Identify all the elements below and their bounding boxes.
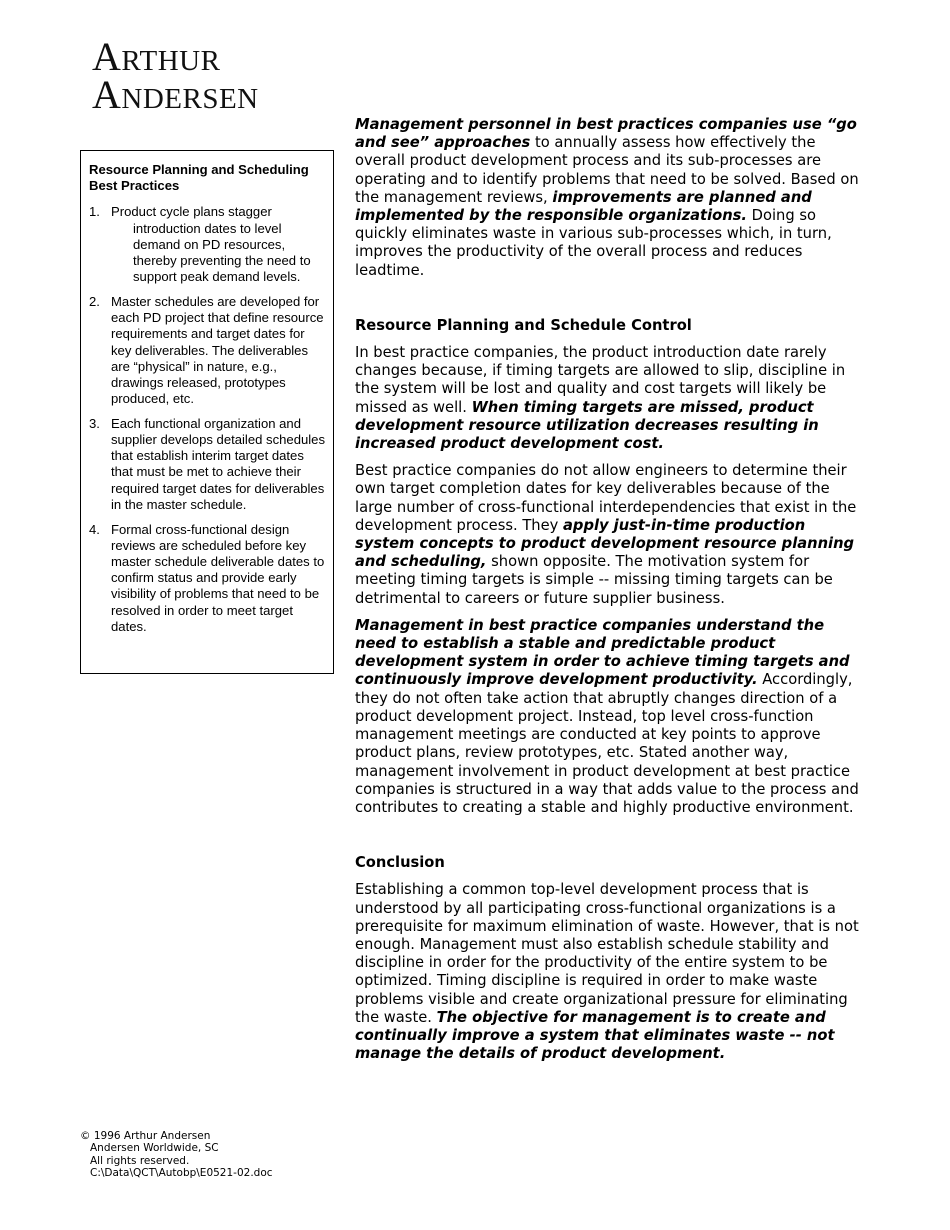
intro-emphasis-2: improvements are planned and implemented by the responsible organizations. [355,188,812,225]
main-column [355,116,865,1063]
list-item-number: 2. [89,293,100,309]
section1-paragraph-2 [355,462,865,608]
list-item [89,294,325,407]
best-practices-sidebox [80,150,334,674]
list-item-text: Each functional organization and supplier develops detailed schedules that establish interim target dates that must be met to achieve their required target dates for deliverables in the master schedule. [111,415,326,512]
list-item [89,522,325,635]
list-item [89,204,325,285]
footer-line-copyright: © 1996 Arthur Andersen [80,1130,211,1142]
arthur-andersen-logo [92,34,302,117]
section1-p2-text-1: Best practice companies do not allow engineers to determine their own target completion dates for key deliverables because of the large number of cross-functional interdependencies that exist in the development process. They [355,462,857,534]
list-item-text: Master schedules are developed for each PD project that define resource requirements and target dates for key deliverables. The deliverables are “physical” in nature, e.g., drawings released, prototypes produced, etc. [111,293,324,407]
conclusion-emphasis: The objective for management is to create and continually improve a system that eliminates waste -- not manage the details of product development. [355,1008,835,1063]
list-item-number: 3. [89,415,100,431]
list-item-text: Formal cross-functional design reviews are scheduled before key master schedule deliverable dates to confirm status and provide early visibility of problems that need to be resolved in order to meet target dates. [111,521,325,634]
conclusion-section [355,854,865,1063]
intro-text-1: to annually assess how effectively the overall product development process and its sub-processes are operating and to identify problems that need to be solved. Based on the management reviews, [355,134,859,206]
section1-paragraph-1 [355,344,865,453]
section1-p1-text: In best practice companies, the product introduction date rarely changes because, if timing targets are allowed to slip, discipline in the system will be lost and quality and cost targets will likely be missed as well. [355,344,846,416]
list-item-number: 4. [89,521,100,537]
footer-line-file-path: C:\Data\QCT\Autobp\E0521-02.doc [90,1166,273,1179]
section1-p3-emphasis: Management in best practice companies understand the need to establish a stable and predictable product development system in order to achieve timing targets and continuously improve development productivity. [355,616,850,689]
logo-line-2: ANDERSEN [92,72,259,117]
section1-paragraph-3 [355,617,865,817]
section1-p2-emphasis: apply just-in-time production system concepts to product development resource planning and scheduling, [355,516,855,571]
footer-line-company: Andersen Worldwide, SC [90,1142,219,1155]
logo-line-1-rest: RTHUR [121,45,221,77]
intro-text-2: Doing so quickly eliminates waste in various sub-processes which, in turn, improves the productivity of the overall process and reduces leadtime. [355,207,832,279]
list-item-text-first: Product cycle plans stagger [111,204,272,220]
list-item-number: 1. [89,204,100,220]
sidebox-title: Resource Planning and Scheduling Best Practices [89,162,309,194]
logo-line-2-rest: NDERSEN [121,83,259,115]
footer-line-rights: All rights reserved. [90,1154,190,1167]
logo-line-1: ARTHUR [92,34,221,79]
section-heading-conclusion: Conclusion [355,854,445,872]
intro-paragraph [355,116,865,280]
section1-p2-text-2: shown opposite. The motivation system for meeting timing targets is simple -- missing timing targets can be detrimental to careers or future supplier business. [355,553,833,607]
section1-p3-text: Accordingly, they do not often take action that abruptly changes direction of a product development project. Instead, top level cross-function management meetings are conducted at key points to approve product plans, review prototypes, etc. Stated another way, management involvement in product development at best practice companies is structured in a way that adds value to the process and contributes to creating a stable and highly productive environment. [355,671,859,816]
list-item-text-rest: introduction dates to level demand on PD resources, thereby preventing the need to support peak demand levels. [133,220,311,285]
section-heading-resource-planning: Resource Planning and Schedule Control [355,316,692,334]
conclusion-text: Establishing a common top-level development process that is understood by all participating cross-functional organizations is a prerequisite for maximum elimination of waste. However, that is not enough. Management must also establish schedule stability and discipline in order for the productivity of the entire system to be optimized. Timing discipline is required in order to make waste problems visible and create organizational pressure for eliminating the waste. [355,881,859,1026]
resource-planning-section [355,317,865,817]
best-practices-list [89,204,325,635]
list-item [89,416,325,513]
copyright-footer [80,1130,273,1179]
conclusion-paragraph [355,881,865,1063]
intro-emphasis-1: Management personnel in best practices companies use “go and see” approaches [355,116,857,152]
section1-p1-emphasis: When timing targets are missed, product development resource utilization decreases resulting in increased product development cost. [355,398,819,453]
